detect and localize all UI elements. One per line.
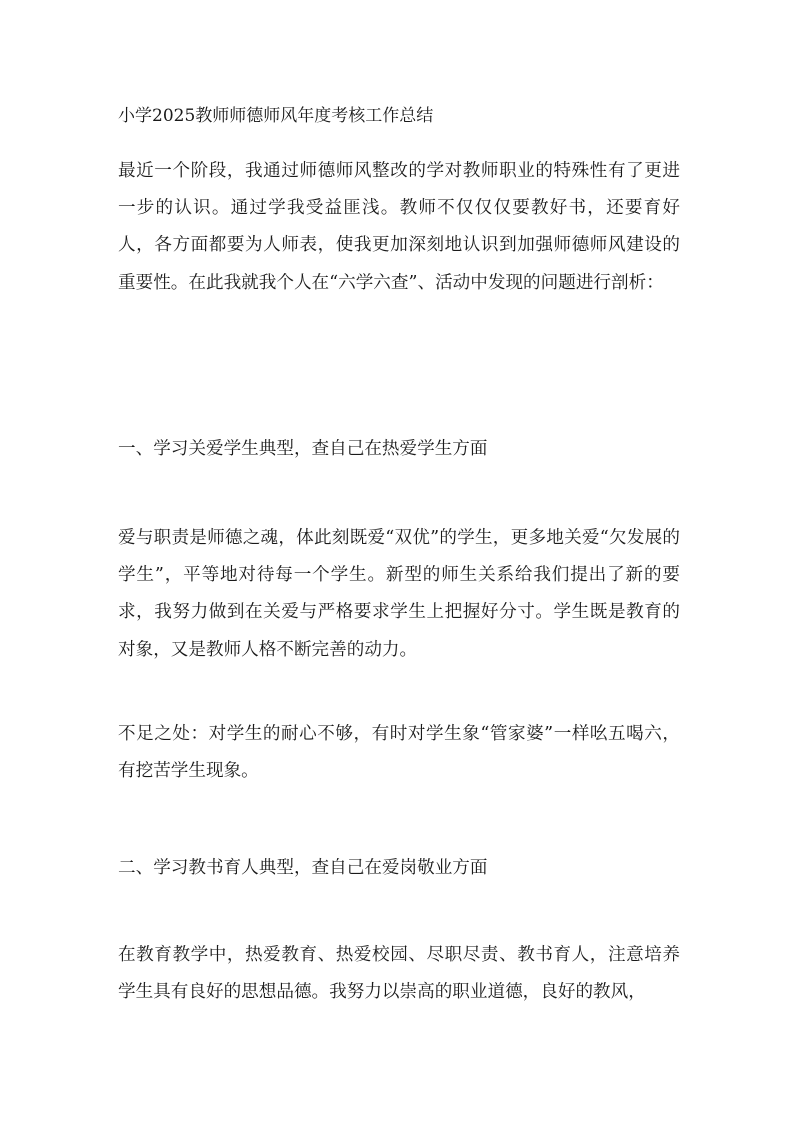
document-title: 小学2025教师师德师风年度考核工作总结 [118,106,434,126]
section-2-paragraph: 在教育教学中，热爱教育、热爱校园、尽职尽责、教书育人，注意培养学生具有良好的思想品德。我努力以崇高的职业道德，良好的教风， [118,945,680,1003]
section-heading-1: 一、学习关爱学生典型，查自己在热爱学生方面 [118,439,488,459]
section-heading-2: 二、学习教书育人典型，查自己在爱岗敬业方面 [118,858,488,878]
shortcoming-paragraph: 不足之处：对学生的耐心不够，有时对学生象“管家婆”一样吆五喝六，有挖苦学生现象。 [118,724,680,782]
intro-paragraph: 最近一个阶段，我通过师德师风整改的学对教师职业的特殊性有了更进一步的认识。通过学我受益匪浅。教师不仅仅仅要教好书，还要育好人，各方面都要为人师表，使我更加深刻地认识到加强师德师风建设的重要性。在此我就我个人在“六学六查”、活动中发现的问题进行剖析： [118,161,680,293]
section-1-paragraph: 爱与职责是师德之魂，体此刻既爱“双优”的学生，更多地关爱“欠发展的学生”，平等地对待每一个学生。新型的师生关系给我们提出了新的要求，我努力做到在关爱与严格要求学生上把握好分寸。学生既是教育的对象，又是教师人格不断完善的动力。 [118,528,680,660]
